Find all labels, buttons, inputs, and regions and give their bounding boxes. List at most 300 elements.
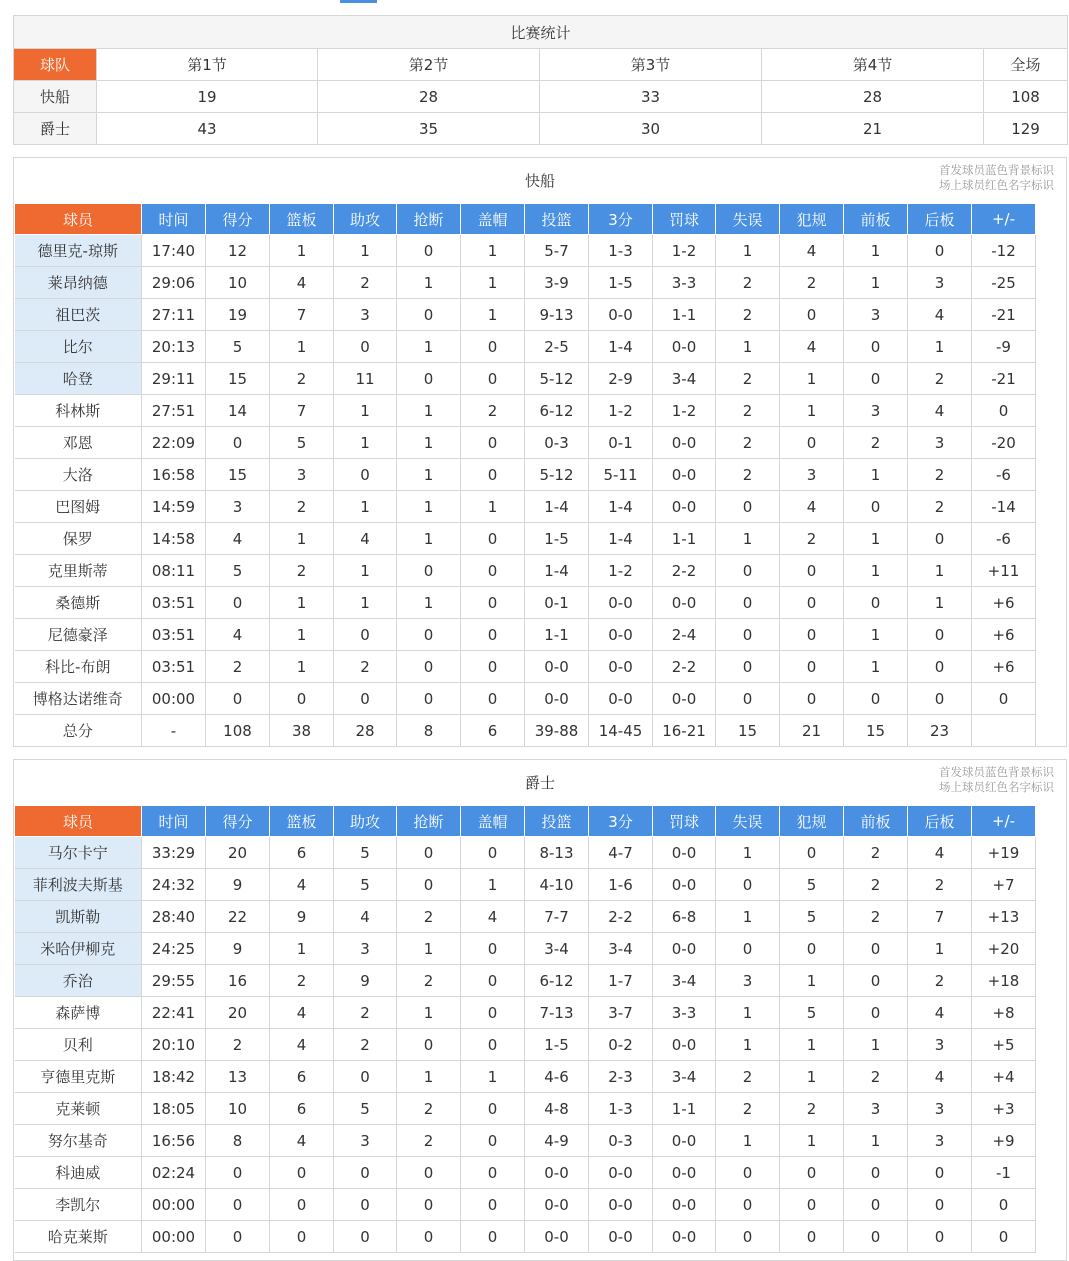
stat-oreb: 1 (844, 235, 908, 267)
stat-time: - (142, 715, 206, 747)
stat-dreb: 0 (908, 683, 972, 715)
stat-turnovers: 1 (716, 901, 780, 933)
summary-cell: 19 (97, 81, 318, 113)
stat-blocks: 0 (461, 683, 525, 715)
stat-fg: 2-5 (525, 331, 589, 363)
stat-fouls: 0 (780, 1189, 844, 1221)
stat-rebounds: 0 (270, 683, 334, 715)
legend-note (939, 163, 1054, 193)
stat-ft: 2-4 (653, 619, 716, 651)
stats-header-row (15, 204, 1036, 235)
stat-oreb: 0 (844, 965, 908, 997)
stat-turnovers: 15 (716, 715, 780, 747)
team-title: 快船 (524, 172, 555, 190)
stat-turnovers: 0 (716, 869, 780, 901)
player-row (15, 1157, 1036, 1189)
stat-steals: 2 (397, 965, 461, 997)
stat-blocks: 0 (461, 555, 525, 587)
stat-oreb: 0 (844, 1189, 908, 1221)
stat-assists: 28 (334, 715, 397, 747)
stat-rebounds: 7 (270, 299, 334, 331)
stat-oreb: 1 (844, 523, 908, 555)
player-row (15, 1221, 1036, 1253)
stat-fouls: 0 (780, 427, 844, 459)
stat-fg: 1-5 (525, 1029, 589, 1061)
stat-ft: 2-2 (653, 651, 716, 683)
player-row (15, 869, 1036, 901)
stat-turnovers: 2 (716, 1061, 780, 1093)
stat-fg: 0-3 (525, 427, 589, 459)
stat-rebounds: 4 (270, 869, 334, 901)
stat-dreb: 2 (908, 869, 972, 901)
stat-steals: 8 (397, 715, 461, 747)
stat-three: 0-0 (589, 299, 653, 331)
stat-time: 27:11 (142, 299, 206, 331)
stat-plus-minus: -25 (972, 267, 1036, 299)
stat-assists: 5 (334, 869, 397, 901)
stat-points: 22 (206, 901, 270, 933)
legend-note-starters: 首发球员蓝色背景标识 (939, 765, 1054, 779)
stat-time: 14:59 (142, 491, 206, 523)
header-fg: 投篮 (525, 806, 589, 837)
stat-three: 1-4 (589, 331, 653, 363)
stat-oreb: 2 (844, 837, 908, 869)
legend-note (939, 765, 1054, 795)
stat-points: 5 (206, 555, 270, 587)
stat-fg: 1-4 (525, 491, 589, 523)
stat-steals: 0 (397, 619, 461, 651)
stat-three: 1-7 (589, 965, 653, 997)
stat-oreb: 1 (844, 267, 908, 299)
stat-points: 15 (206, 363, 270, 395)
stat-steals: 1 (397, 587, 461, 619)
stat-fouls: 0 (780, 1157, 844, 1189)
stat-dreb: 3 (908, 1093, 972, 1125)
jazz-boxscore (13, 759, 1067, 1261)
stat-points: 10 (206, 267, 270, 299)
stat-assists: 0 (334, 459, 397, 491)
stat-points: 3 (206, 491, 270, 523)
header-plus-minus: +/- (972, 806, 1036, 837)
legend-note-starters: 首发球员蓝色背景标识 (939, 163, 1054, 177)
stat-ft: 0-0 (653, 427, 716, 459)
stat-time: 00:00 (142, 1189, 206, 1221)
stat-steals: 0 (397, 1157, 461, 1189)
stat-fouls: 4 (780, 491, 844, 523)
stat-dreb: 3 (908, 427, 972, 459)
stat-ft: 3-4 (653, 965, 716, 997)
stat-turnovers: 2 (716, 267, 780, 299)
stat-time: 00:00 (142, 683, 206, 715)
stat-fouls: 3 (780, 459, 844, 491)
stat-three: 3-4 (589, 933, 653, 965)
stat-fg: 5-7 (525, 235, 589, 267)
stat-blocks: 0 (461, 1157, 525, 1189)
stat-plus-minus: +4 (972, 1061, 1036, 1093)
stat-rebounds: 1 (270, 619, 334, 651)
player-name: 博格达诺维奇 (15, 683, 142, 715)
summary-team-name: 爵士 (14, 113, 97, 145)
stat-dreb: 1 (908, 555, 972, 587)
stat-turnovers: 0 (716, 555, 780, 587)
player-name: 马尔卡宁 (15, 837, 142, 869)
stat-ft: 0-0 (653, 491, 716, 523)
player-name: 贝利 (15, 1029, 142, 1061)
stat-rebounds: 2 (270, 363, 334, 395)
header-fouls: 犯规 (780, 204, 844, 235)
stat-plus-minus: +6 (972, 619, 1036, 651)
stat-dreb: 0 (908, 235, 972, 267)
player-row (15, 555, 1036, 587)
stat-plus-minus: +5 (972, 1029, 1036, 1061)
stat-rebounds: 1 (270, 235, 334, 267)
stat-blocks: 6 (461, 715, 525, 747)
stat-oreb: 1 (844, 459, 908, 491)
stat-steals: 1 (397, 267, 461, 299)
stat-blocks: 0 (461, 427, 525, 459)
stat-assists: 2 (334, 651, 397, 683)
stat-oreb: 15 (844, 715, 908, 747)
stat-three: 1-5 (589, 267, 653, 299)
stat-ft: 0-0 (653, 933, 716, 965)
summary-header-q3: 第3节 (540, 49, 762, 81)
stat-oreb: 2 (844, 427, 908, 459)
stat-dreb: 3 (908, 1125, 972, 1157)
stat-steals: 0 (397, 869, 461, 901)
stat-oreb: 2 (844, 901, 908, 933)
stat-dreb: 4 (908, 395, 972, 427)
stat-rebounds: 6 (270, 837, 334, 869)
stat-fouls: 5 (780, 901, 844, 933)
stat-assists: 0 (334, 683, 397, 715)
stat-points: 0 (206, 683, 270, 715)
stat-blocks: 2 (461, 395, 525, 427)
stat-turnovers: 1 (716, 997, 780, 1029)
stat-steals: 0 (397, 683, 461, 715)
stat-fouls: 5 (780, 997, 844, 1029)
stat-ft: 1-1 (653, 299, 716, 331)
stat-blocks: 1 (461, 299, 525, 331)
header-rebounds: 篮板 (270, 806, 334, 837)
stat-steals: 0 (397, 1189, 461, 1221)
stat-assists: 2 (334, 267, 397, 299)
summary-cell: 28 (762, 81, 984, 113)
stat-time: 16:58 (142, 459, 206, 491)
header-oreb: 前板 (844, 204, 908, 235)
stat-points: 0 (206, 587, 270, 619)
stat-time: 18:42 (142, 1061, 206, 1093)
stat-fouls: 0 (780, 837, 844, 869)
player-row (15, 267, 1036, 299)
stat-time: 03:51 (142, 619, 206, 651)
stat-rebounds: 5 (270, 427, 334, 459)
stat-fouls: 2 (780, 1093, 844, 1125)
stat-plus-minus: -6 (972, 523, 1036, 555)
header-blocks: 盖帽 (461, 806, 525, 837)
stat-rebounds: 2 (270, 965, 334, 997)
stat-ft: 1-1 (653, 523, 716, 555)
stat-plus-minus: -21 (972, 363, 1036, 395)
stat-assists: 3 (334, 299, 397, 331)
stat-assists: 4 (334, 901, 397, 933)
stat-dreb: 4 (908, 997, 972, 1029)
stat-assists: 0 (334, 1061, 397, 1093)
stat-points: 15 (206, 459, 270, 491)
stat-dreb: 0 (908, 651, 972, 683)
stat-plus-minus: -1 (972, 1157, 1036, 1189)
stat-points: 0 (206, 1221, 270, 1253)
stat-time: 28:40 (142, 901, 206, 933)
player-name: 李凯尔 (15, 1189, 142, 1221)
player-name: 尼德豪泽 (15, 619, 142, 651)
summary-header-total: 全场 (984, 49, 1068, 81)
stat-steals: 0 (397, 235, 461, 267)
stat-three: 0-0 (589, 683, 653, 715)
stat-plus-minus: 0 (972, 683, 1036, 715)
stat-plus-minus: +18 (972, 965, 1036, 997)
stat-fouls: 2 (780, 267, 844, 299)
player-name: 科林斯 (15, 395, 142, 427)
stat-oreb: 1 (844, 1125, 908, 1157)
stat-points: 14 (206, 395, 270, 427)
stat-points: 0 (206, 1157, 270, 1189)
stat-steals: 0 (397, 1029, 461, 1061)
stat-turnovers: 2 (716, 459, 780, 491)
player-row (15, 715, 1036, 747)
stat-assists: 5 (334, 1093, 397, 1125)
player-name: 桑德斯 (15, 587, 142, 619)
stat-turnovers: 1 (716, 523, 780, 555)
stat-oreb: 0 (844, 997, 908, 1029)
stat-dreb: 0 (908, 1189, 972, 1221)
stat-rebounds: 2 (270, 491, 334, 523)
stat-blocks: 0 (461, 965, 525, 997)
stat-time: 03:51 (142, 587, 206, 619)
stat-time: 20:13 (142, 331, 206, 363)
header-blocks: 盖帽 (461, 204, 525, 235)
stat-dreb: 1 (908, 331, 972, 363)
stat-blocks: 0 (461, 997, 525, 1029)
stat-ft: 1-1 (653, 1093, 716, 1125)
stat-oreb: 1 (844, 1029, 908, 1061)
player-name: 邓恩 (15, 427, 142, 459)
summary-cell: 28 (318, 81, 540, 113)
player-row (15, 395, 1036, 427)
header-turnovers: 失误 (716, 806, 780, 837)
player-name: 凯斯勒 (15, 901, 142, 933)
stat-assists: 0 (334, 331, 397, 363)
stat-time: 02:24 (142, 1157, 206, 1189)
stat-ft: 0-0 (653, 1189, 716, 1221)
stat-assists: 0 (334, 1189, 397, 1221)
stat-fouls: 1 (780, 965, 844, 997)
header-player: 球员 (15, 806, 142, 837)
stat-plus-minus: +20 (972, 933, 1036, 965)
player-name: 乔治 (15, 965, 142, 997)
stat-three: 0-0 (589, 651, 653, 683)
stat-assists: 1 (334, 555, 397, 587)
stat-turnovers: 2 (716, 427, 780, 459)
summary-team-name: 快船 (14, 81, 97, 113)
stat-fg: 5-12 (525, 363, 589, 395)
header-three: 3分 (589, 806, 653, 837)
header-player: 球员 (15, 204, 142, 235)
stat-dreb: 1 (908, 933, 972, 965)
stat-three: 4-7 (589, 837, 653, 869)
stat-assists: 4 (334, 523, 397, 555)
header-oreb: 前板 (844, 806, 908, 837)
stat-ft: 0-0 (653, 837, 716, 869)
stat-rebounds: 4 (270, 267, 334, 299)
stat-dreb: 3 (908, 1029, 972, 1061)
stat-turnovers: 3 (716, 965, 780, 997)
player-name: 克里斯蒂 (15, 555, 142, 587)
header-assists: 助攻 (334, 204, 397, 235)
stat-dreb: 2 (908, 965, 972, 997)
stat-turnovers: 1 (716, 331, 780, 363)
stat-fg: 0-0 (525, 683, 589, 715)
stat-dreb: 7 (908, 901, 972, 933)
stat-blocks: 1 (461, 869, 525, 901)
legend-note-oncourt: 场上球员红色名字标识 (939, 178, 1054, 192)
stat-blocks: 0 (461, 523, 525, 555)
stat-plus-minus: +9 (972, 1125, 1036, 1157)
stat-oreb: 1 (844, 651, 908, 683)
player-row (15, 651, 1036, 683)
stat-three: 1-3 (589, 1093, 653, 1125)
header-fg: 投篮 (525, 204, 589, 235)
stat-dreb: 4 (908, 1061, 972, 1093)
stat-fg: 7-13 (525, 997, 589, 1029)
stat-steals: 2 (397, 1093, 461, 1125)
stat-plus-minus (972, 715, 1036, 747)
stat-time: 24:25 (142, 933, 206, 965)
stat-plus-minus: 0 (972, 1189, 1036, 1221)
stat-steals: 2 (397, 901, 461, 933)
stat-assists: 0 (334, 1221, 397, 1253)
stat-fouls: 4 (780, 235, 844, 267)
player-row (15, 683, 1036, 715)
stat-fg: 39-88 (525, 715, 589, 747)
stat-time: 27:51 (142, 395, 206, 427)
legend-note-oncourt: 场上球员红色名字标识 (939, 780, 1054, 794)
stat-fg: 0-0 (525, 1189, 589, 1221)
player-name: 保罗 (15, 523, 142, 555)
stat-turnovers: 0 (716, 491, 780, 523)
stat-turnovers: 0 (716, 683, 780, 715)
stat-oreb: 1 (844, 555, 908, 587)
stat-points: 8 (206, 1125, 270, 1157)
stat-fouls: 5 (780, 869, 844, 901)
stat-blocks: 0 (461, 331, 525, 363)
stat-blocks: 1 (461, 235, 525, 267)
player-row (15, 1093, 1036, 1125)
stat-steals: 0 (397, 555, 461, 587)
header-points: 得分 (206, 204, 270, 235)
stat-time: 03:51 (142, 651, 206, 683)
stat-assists: 3 (334, 933, 397, 965)
stat-fouls: 0 (780, 555, 844, 587)
stat-blocks: 0 (461, 1189, 525, 1221)
stat-assists: 1 (334, 427, 397, 459)
stat-fg: 1-5 (525, 523, 589, 555)
stat-rebounds: 1 (270, 651, 334, 683)
stat-assists: 5 (334, 837, 397, 869)
stat-three: 1-4 (589, 523, 653, 555)
player-row (15, 619, 1036, 651)
stat-rebounds: 6 (270, 1093, 334, 1125)
stat-dreb: 0 (908, 523, 972, 555)
summary-cell: 129 (984, 113, 1068, 145)
player-row (15, 1061, 1036, 1093)
player-row (15, 965, 1036, 997)
player-name: 亨德里克斯 (15, 1061, 142, 1093)
stat-fg: 4-6 (525, 1061, 589, 1093)
stat-points: 9 (206, 869, 270, 901)
stat-fouls: 1 (780, 1125, 844, 1157)
header-assists: 助攻 (334, 806, 397, 837)
summary-cell: 43 (97, 113, 318, 145)
stats-header-row (15, 806, 1036, 837)
stat-plus-minus: -6 (972, 459, 1036, 491)
stat-fouls: 0 (780, 933, 844, 965)
summary-cell: 108 (984, 81, 1068, 113)
stat-three: 2-9 (589, 363, 653, 395)
player-row (15, 427, 1036, 459)
stat-blocks: 0 (461, 651, 525, 683)
stat-turnovers: 2 (716, 395, 780, 427)
stat-oreb: 0 (844, 1157, 908, 1189)
stat-time: 29:55 (142, 965, 206, 997)
stat-points: 0 (206, 1189, 270, 1221)
stat-assists: 1 (334, 395, 397, 427)
stat-ft: 0-0 (653, 1125, 716, 1157)
stat-steals: 0 (397, 299, 461, 331)
stat-blocks: 0 (461, 1093, 525, 1125)
stat-rebounds: 2 (270, 555, 334, 587)
stat-dreb: 23 (908, 715, 972, 747)
stat-fg: 0-0 (525, 1157, 589, 1189)
stat-steals: 0 (397, 837, 461, 869)
stat-plus-minus: +3 (972, 1093, 1036, 1125)
stat-plus-minus: +8 (972, 997, 1036, 1029)
stat-ft: 0-0 (653, 459, 716, 491)
stat-time: 20:10 (142, 1029, 206, 1061)
stat-three: 1-3 (589, 235, 653, 267)
stat-fg: 1-1 (525, 619, 589, 651)
stat-time: 29:11 (142, 363, 206, 395)
stat-time: 22:41 (142, 997, 206, 1029)
stat-dreb: 4 (908, 837, 972, 869)
stat-time: 17:40 (142, 235, 206, 267)
player-row (15, 491, 1036, 523)
stat-ft: 3-4 (653, 1061, 716, 1093)
stat-fg: 4-9 (525, 1125, 589, 1157)
stat-points: 2 (206, 1029, 270, 1061)
stat-steals: 1 (397, 491, 461, 523)
stat-blocks: 0 (461, 587, 525, 619)
stat-points: 4 (206, 523, 270, 555)
header-ft: 罚球 (653, 204, 716, 235)
stat-oreb: 3 (844, 395, 908, 427)
stat-ft: 0-0 (653, 869, 716, 901)
player-row (15, 363, 1036, 395)
stat-assists: 0 (334, 619, 397, 651)
player-name: 哈登 (15, 363, 142, 395)
stat-steals: 1 (397, 997, 461, 1029)
stat-fouls: 0 (780, 651, 844, 683)
stat-three: 0-2 (589, 1029, 653, 1061)
